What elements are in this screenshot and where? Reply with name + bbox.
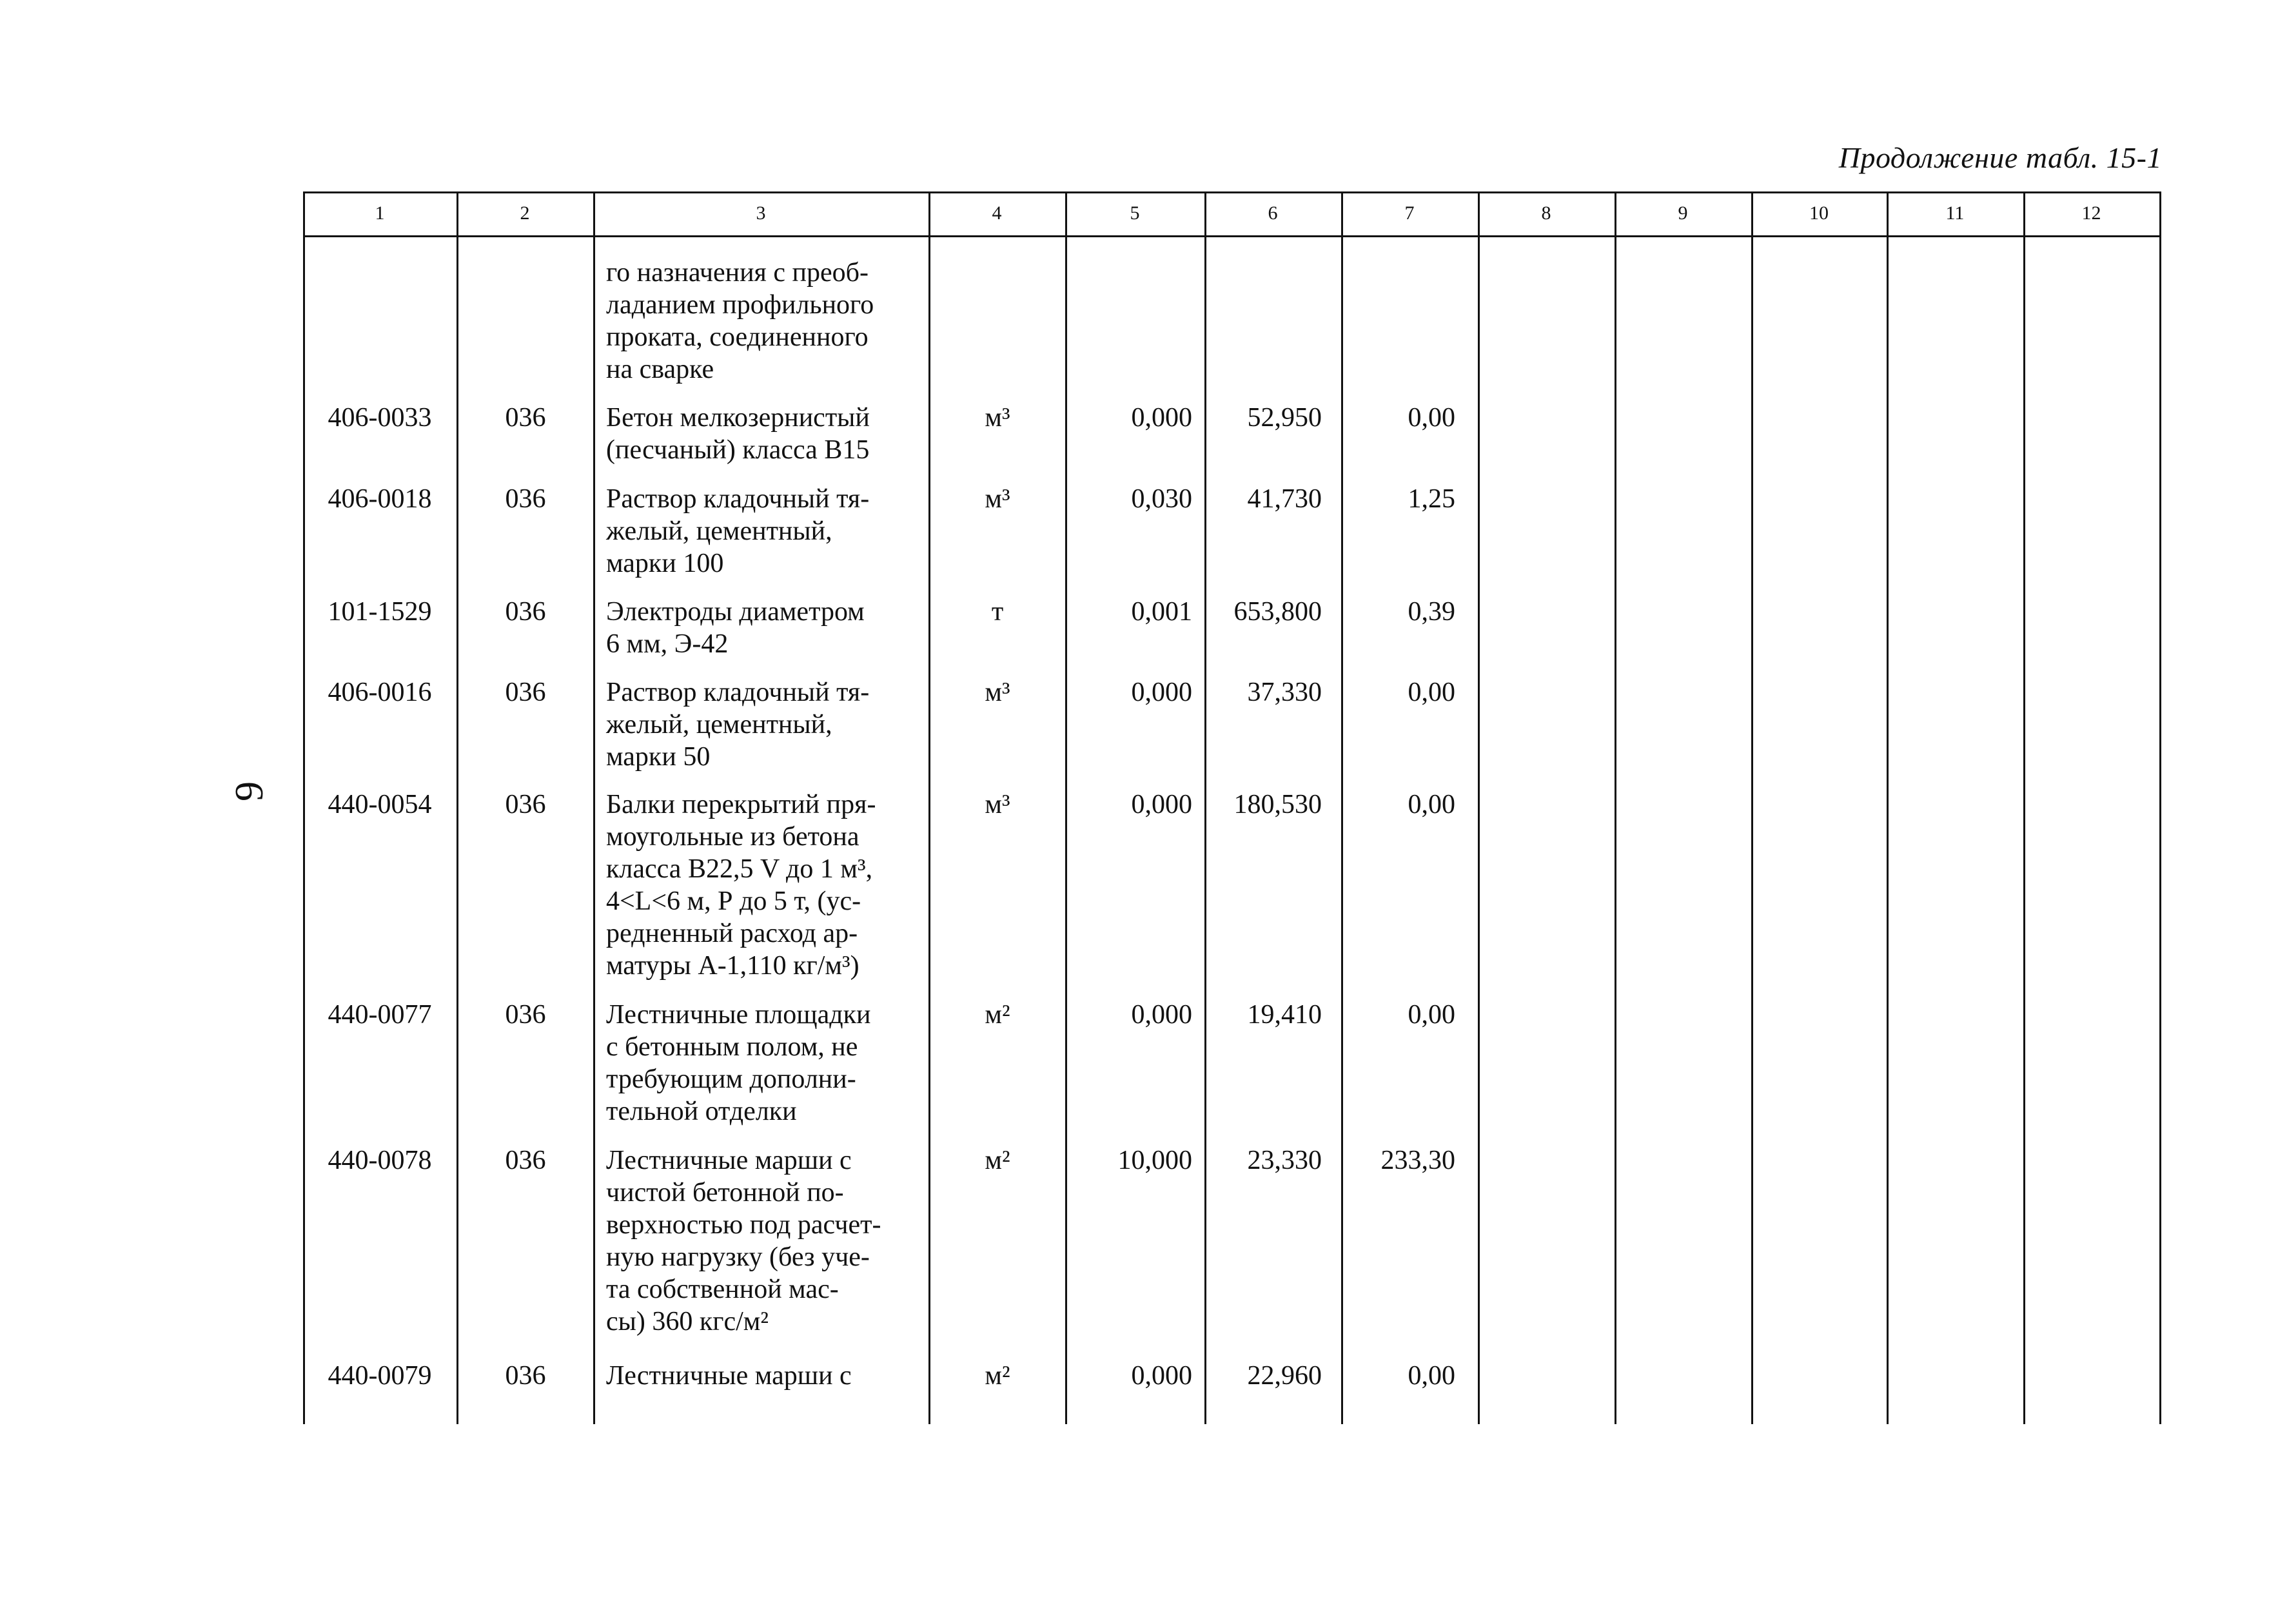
name-cell bbox=[606, 1360, 928, 1392]
total-cell: 0,39 bbox=[1408, 597, 1455, 627]
qty-cell: 0,000 bbox=[1131, 790, 1192, 819]
text-line: редненный расход ар- bbox=[606, 919, 858, 948]
text-line: класса В22,5 V до 1 м³, bbox=[606, 854, 873, 884]
group-cell: 036 bbox=[505, 1146, 546, 1175]
text-line: чистой бетонной по- bbox=[606, 1178, 844, 1208]
group-cell: 036 bbox=[505, 678, 546, 707]
text-line: проката, соединенного bbox=[606, 322, 869, 352]
header-col-8: 8 bbox=[1541, 202, 1551, 224]
text-line: сы) 360 кгс/м² bbox=[606, 1307, 769, 1336]
header-col-9: 9 bbox=[1678, 202, 1688, 224]
text-line: тельной отделки bbox=[606, 1097, 797, 1126]
group-cell: 036 bbox=[505, 790, 546, 819]
col-border bbox=[2159, 191, 2161, 1424]
text-line: на сварке bbox=[606, 355, 714, 384]
text-line: желый, цементный, bbox=[606, 516, 832, 546]
text-line: марки 50 bbox=[606, 742, 711, 772]
code-cell: 440-0077 bbox=[328, 1000, 432, 1030]
text-line: Лестничные марши с bbox=[606, 1361, 852, 1391]
text-line: Раствор кладочный тя- bbox=[606, 484, 870, 514]
total-cell: 0,00 bbox=[1408, 403, 1455, 433]
name-cell bbox=[606, 788, 928, 982]
header-col-4: 4 bbox=[992, 202, 1002, 224]
text-line: Лестничные марши с bbox=[606, 1146, 852, 1175]
text-line: Электроды диаметром bbox=[606, 597, 865, 627]
price-cell: 52,950 bbox=[1247, 403, 1322, 433]
price-cell: 37,330 bbox=[1247, 678, 1322, 707]
unit-cell: т bbox=[991, 597, 1004, 627]
code-cell: 440-0079 bbox=[328, 1361, 432, 1391]
text-line: матуры А-1,110 кг/м³) bbox=[606, 951, 859, 981]
unit-cell: м³ bbox=[985, 484, 1010, 514]
qty-cell: 0,000 bbox=[1131, 1000, 1192, 1030]
col-border bbox=[1615, 191, 1616, 1424]
code-cell: 406-0016 bbox=[328, 678, 432, 707]
text-line: желый, цементный, bbox=[606, 710, 832, 739]
code-cell: 101-1529 bbox=[328, 597, 432, 627]
total-cell: 1,25 bbox=[1408, 484, 1455, 514]
group-cell: 036 bbox=[505, 484, 546, 514]
unit-cell: м² bbox=[985, 1361, 1010, 1391]
header-bottom-border bbox=[303, 235, 2161, 237]
code-cell: 406-0033 bbox=[328, 403, 432, 433]
continuation-text bbox=[606, 257, 928, 386]
header-col-5: 5 bbox=[1130, 202, 1140, 224]
text-line: Лестничные площадки bbox=[606, 1000, 871, 1030]
header-col-3: 3 bbox=[756, 202, 766, 224]
col-border bbox=[2023, 191, 2025, 1424]
price-cell: 41,730 bbox=[1247, 484, 1322, 514]
total-cell: 0,00 bbox=[1408, 1361, 1455, 1391]
header-col-11: 11 bbox=[1945, 202, 1965, 224]
total-cell: 233,30 bbox=[1380, 1146, 1455, 1175]
name-cell bbox=[606, 402, 928, 466]
qty-cell: 0,030 bbox=[1131, 484, 1192, 514]
page-number: 9 bbox=[228, 781, 271, 801]
price-cell: 180,530 bbox=[1233, 790, 1322, 819]
qty-cell: 0,000 bbox=[1131, 678, 1192, 707]
text-line: ладанием профильного bbox=[606, 290, 874, 320]
unit-cell: м² bbox=[985, 1146, 1010, 1175]
name-cell bbox=[606, 483, 928, 580]
text-line: 6 мм, Э-42 bbox=[606, 629, 729, 659]
group-cell: 036 bbox=[505, 597, 546, 627]
name-cell bbox=[606, 596, 928, 660]
code-cell: 406-0018 bbox=[328, 484, 432, 514]
text-line: го назначения с преоб- bbox=[606, 258, 869, 288]
name-cell bbox=[606, 1144, 928, 1338]
unit-cell: м³ bbox=[985, 678, 1010, 707]
qty-cell: 0,000 bbox=[1131, 1361, 1192, 1391]
text-line: Бетон мелкозернистый bbox=[606, 403, 870, 433]
header-col-2: 2 bbox=[520, 202, 530, 224]
text-line: ную нагрузку (без уче- bbox=[606, 1242, 870, 1272]
code-cell: 440-0078 bbox=[328, 1146, 432, 1175]
unit-cell: м³ bbox=[985, 790, 1010, 819]
table-caption: Продолжение табл. 15-1 bbox=[1838, 141, 2162, 174]
header-col-12: 12 bbox=[2081, 202, 2101, 224]
text-line: (песчаный) класса В15 bbox=[606, 435, 870, 465]
col-border bbox=[1887, 191, 1889, 1424]
price-cell: 22,960 bbox=[1247, 1361, 1322, 1391]
text-line: с бетонным полом, не bbox=[606, 1032, 858, 1062]
header-col-10: 10 bbox=[1809, 202, 1829, 224]
col-border bbox=[1751, 191, 1753, 1424]
materials-table bbox=[303, 191, 2161, 1424]
text-line: та собственной мас- bbox=[606, 1275, 839, 1304]
header-col-7: 7 bbox=[1404, 202, 1415, 224]
text-line: Раствор кладочный тя- bbox=[606, 678, 870, 707]
col-border bbox=[593, 191, 595, 1424]
qty-cell: 10,000 bbox=[1117, 1146, 1192, 1175]
col-border bbox=[1478, 191, 1480, 1424]
name-cell bbox=[606, 676, 928, 773]
total-cell: 0,00 bbox=[1408, 1000, 1455, 1030]
group-cell: 036 bbox=[505, 403, 546, 433]
group-cell: 036 bbox=[505, 1361, 546, 1391]
price-cell: 23,330 bbox=[1247, 1146, 1322, 1175]
header-col-6: 6 bbox=[1268, 202, 1278, 224]
qty-cell: 0,001 bbox=[1131, 597, 1192, 627]
group-cell: 036 bbox=[505, 1000, 546, 1030]
qty-cell: 0,000 bbox=[1131, 403, 1192, 433]
text-line: требующим дополни- bbox=[606, 1064, 856, 1094]
text-line: моугольные из бетона bbox=[606, 822, 859, 852]
total-cell: 0,00 bbox=[1408, 678, 1455, 707]
text-line: марки 100 bbox=[606, 549, 724, 578]
name-cell bbox=[606, 999, 928, 1128]
text-line: Балки перекрытий пря- bbox=[606, 790, 876, 819]
header-col-1: 1 bbox=[375, 202, 385, 224]
total-cell: 0,00 bbox=[1408, 790, 1455, 819]
unit-cell: м³ bbox=[985, 403, 1010, 433]
text-line: верхностью под расчет- bbox=[606, 1210, 881, 1240]
text-line: 4<L<6 м, Р до 5 т, (ус- bbox=[606, 886, 861, 916]
price-cell: 19,410 bbox=[1247, 1000, 1322, 1030]
unit-cell: м² bbox=[985, 1000, 1010, 1030]
code-cell: 440-0054 bbox=[328, 790, 432, 819]
price-cell: 653,800 bbox=[1233, 597, 1322, 627]
